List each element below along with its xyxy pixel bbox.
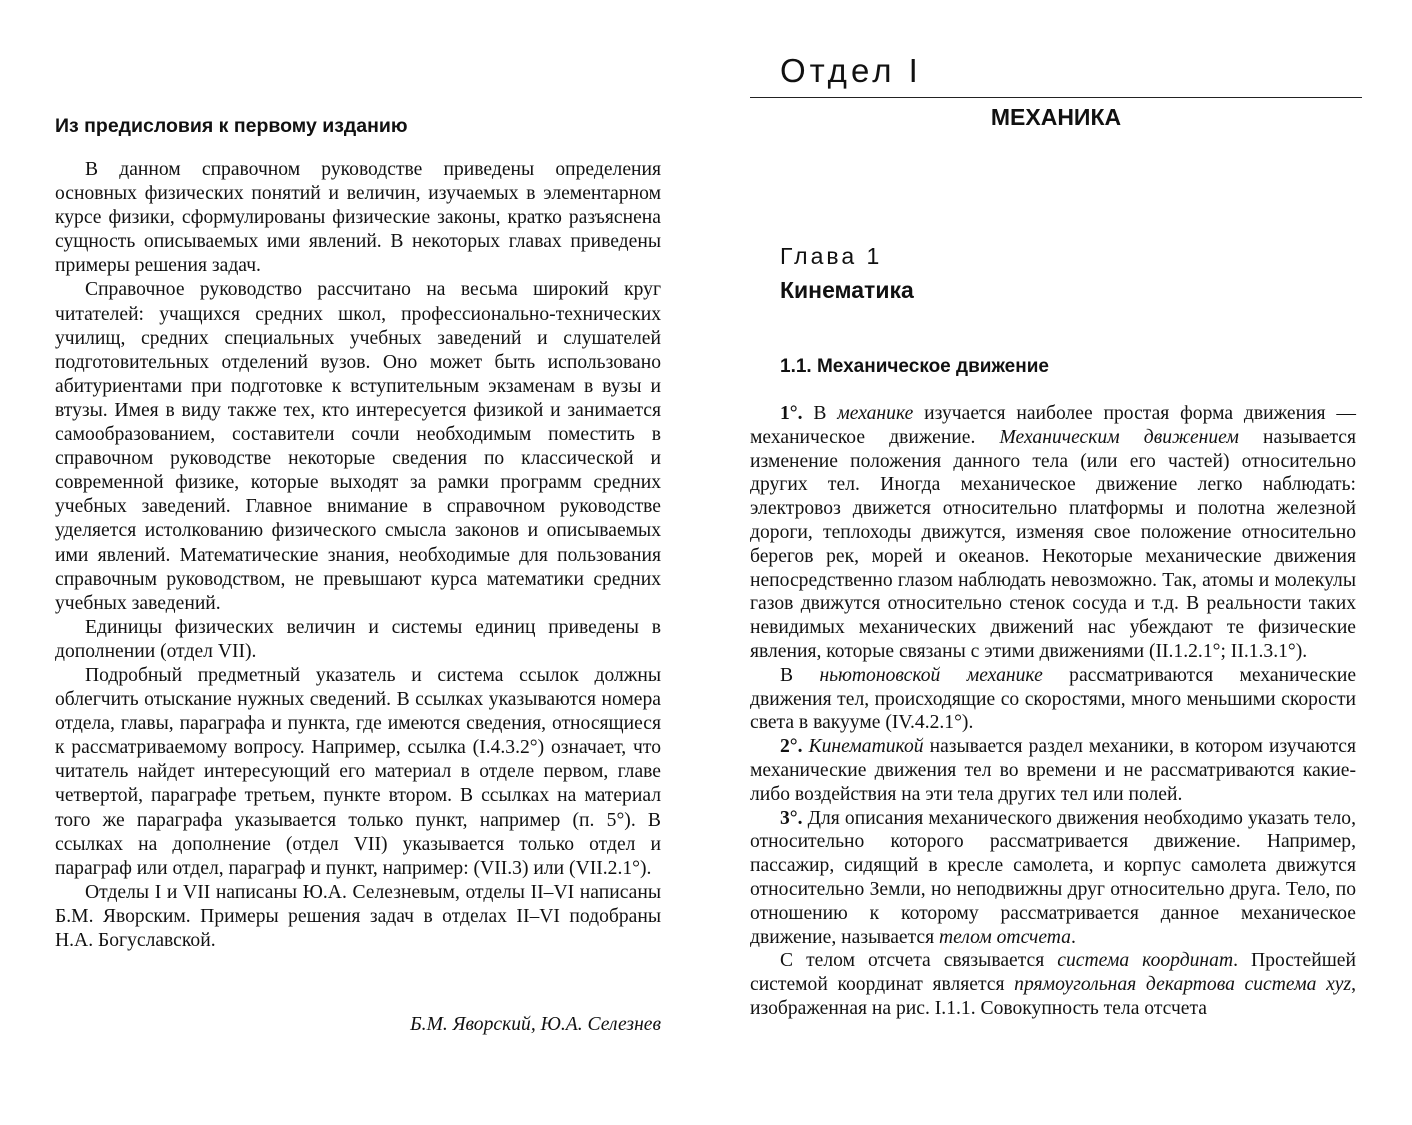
text-run: называется раздел механики, в котором изучаются механические движения тел во времени и не рассматриваются какие-либо воздействия на эти тела других тел или полей. bbox=[750, 736, 1357, 805]
chapter-title: Кинематика bbox=[780, 277, 914, 303]
body-paragraph bbox=[750, 735, 1356, 806]
term: ньютоновской механике bbox=[819, 664, 1043, 686]
body-paragraph bbox=[750, 949, 1356, 1020]
chapter-body bbox=[750, 402, 1356, 1021]
text-run: изучается наиболее простая форма движения — механическое движение. bbox=[750, 403, 1356, 448]
section-title: МЕХАНИКА bbox=[990, 104, 1122, 130]
preface-signature: Б.М. Яворский, Ю.А. Селезнев bbox=[410, 1014, 661, 1035]
text-run: Для описания механического движения необходимо указать тело, относительно которого рассматривается движение. Например, пассажир, сидящий в кресле самолета, и корпус самолета движутся относительно Земли, но неподвижны друг относительно друга. Тело, по отношению к которому рассматривается данное механическое движение, называется bbox=[750, 807, 1356, 948]
term: Механическим движением bbox=[999, 426, 1239, 448]
body-paragraph bbox=[750, 664, 1356, 735]
text-run: рассматриваются механические движения тел, происходящие со скоростями, много меньшими скорости света в вакууме (IV.4.2.1°). bbox=[750, 664, 1357, 734]
term: механике bbox=[837, 403, 914, 424]
text-run: называется изменение положения данного тела (или его частей) относительно других тел. Иногда механическое движение легко наблюдать: электровоз движется относительно платформы и полотна железной дороги, теплоходы движутся, изменяя свое положение относительно берегов рек, морей и океанов. Некоторые механические движения непосредственно глазом наблюдать невозможно. Так, атомы и молекулы газов движутся относительно стенок сосуда и т.д. В реальности таких невидимых механических движений нас убеждают те физические явления, которые связаны с этими движениями (II.1.2.1°; II.1.3.1°). bbox=[750, 426, 1356, 662]
preface-paragraph: Единицы физических величин и системы единиц приведены в дополнении (отдел VII). bbox=[55, 616, 661, 662]
text-run: В bbox=[802, 403, 838, 424]
preface-body bbox=[55, 158, 661, 953]
section-divider bbox=[750, 97, 1362, 98]
text-run: , изображенная на рис. I.1.1. Совокупность тела отсчета bbox=[750, 974, 1356, 1019]
item-number: 3°. bbox=[780, 807, 803, 829]
body-paragraph bbox=[750, 807, 1356, 950]
preface-paragraph: Отделы I и VII написаны Ю.А. Селезневым, отделы II–VI написаны Б.М. Яворским. Примеры решения задач в отделах II–VI подобраны Н.А. Богуславской. bbox=[55, 881, 661, 951]
preface-paragraph: В данном справочном руководстве приведены определения основных физических понятий и величин, изучаемых в элементарном курсе физики, сформулированы физические законы, кратко разъяснена сущность описываемых ими явлений. В некоторых главах приведены примеры решения задач. bbox=[55, 159, 661, 277]
preface-paragraph: Подробный предметный указатель и система ссылок должны облегчить отыскание нужных сведений. В ссылках указываются номера отдела, главы, параграфа и пункта, где имеются сведения, относящиеся к рассматриваемому вопросу. Например, ссылка (I.4.3.2°) означает, что читатель найдет интересующий его материал в отделе первом, главе четвертой, параграфе третьем, пункте втором. В ссылках на материал того же параграфа указывается только пункт, например (п. 5°). В ссылках на дополнение (отдел VII) указывается только отдел и параграф или отдел, параграф и пункт, например: (VII.3) или (VII.2.1°). bbox=[55, 664, 661, 879]
right-page bbox=[706, 0, 1412, 1125]
text-run: С телом отсчета связывается bbox=[780, 950, 1058, 972]
term: система координат bbox=[1057, 950, 1234, 972]
preface-paragraph: Справочное руководство рассчитано на весьма широкий круг читателей: учащихся средних школ, профессионально-технических училищ, средних специальных учебных заведений и слушателей подготовительных отделений вузов. Оно может быть использовано абитуриентами при подготовке к вступительным экзаменам в вузы и втузы. Имея в виду также тех, кто интересуется физикой и занимается самообразованием, составители сочли необходимым поместить в справочном руководстве некоторые сведения по классической и современной физике, которые выходят за рамки программ средних учебных заведений. Главное внимание в справочном руководстве уделяется истолкованию физического смысла законов и описываемых ими явлений. Математические знания, необходимые для пользования справочным руководством, не превышают курса математики средних учебных заведений. bbox=[55, 279, 661, 614]
subsection-title: 1.1. Механическое движение bbox=[780, 356, 1049, 377]
item-number: 1°. bbox=[780, 403, 803, 424]
chapter-label: Глава 1 bbox=[780, 243, 883, 269]
term: Кинематикой bbox=[808, 736, 924, 758]
preface-heading: Из предисловия к первому изданию bbox=[55, 115, 408, 137]
term: прямоугольная декартова система xyz bbox=[1014, 974, 1352, 996]
section-label: Отдел I bbox=[780, 52, 922, 89]
item-number: 2°. bbox=[780, 736, 803, 758]
text-run: . Простейшей системой координат является bbox=[750, 950, 1356, 996]
term: телом отсчета bbox=[939, 926, 1071, 948]
text-run: . bbox=[1070, 926, 1076, 948]
body-paragraph bbox=[750, 402, 1356, 664]
text-run: В bbox=[780, 664, 820, 686]
